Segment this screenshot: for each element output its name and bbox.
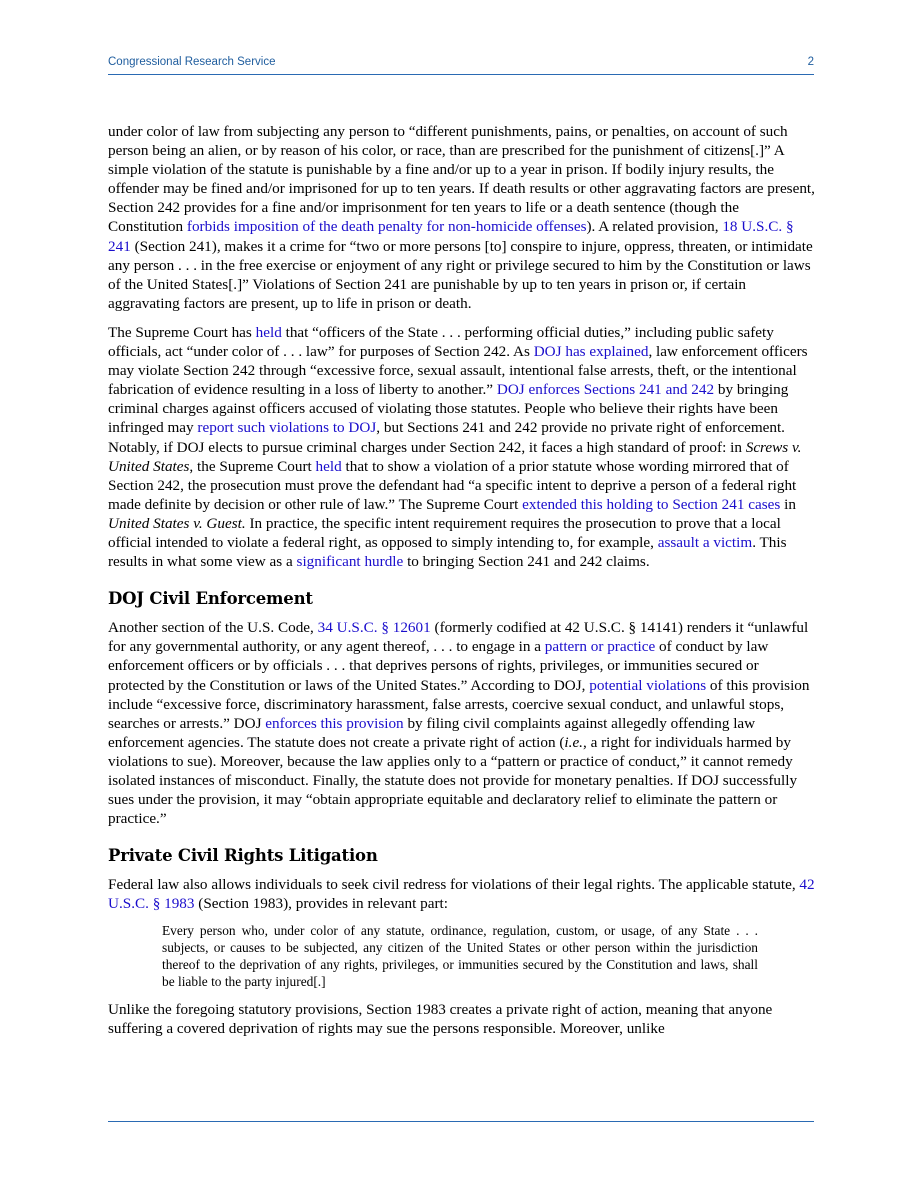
- case-screws: Screws v. United States: [108, 438, 802, 475]
- block-quote-section-1983: Every person who, under color of any statute, ordinance, regulation, custom, or usage, of any State . . . subjects, or causes to be subjected, any citizen of the United States or other person within the jurisdiction thereof to the deprivation of any rights, privileges, or immunities secured by the Constitution and laws, shall be liable to the party injured[.]: [162, 922, 758, 990]
- header-rule: [108, 74, 814, 75]
- body-content: [108, 122, 816, 1049]
- link-doj-enforces[interactable]: DOJ enforces Sections 241 and 242: [496, 381, 715, 399]
- link-enforces-provision[interactable]: enforces this provision: [265, 714, 404, 732]
- link-assault-victim[interactable]: assault a victim: [657, 533, 753, 551]
- case-guest: United States v. Guest.: [108, 514, 246, 532]
- link-held-2[interactable]: held: [315, 457, 342, 475]
- link-held-1[interactable]: held: [255, 323, 282, 341]
- link-18-usc-241[interactable]: 18 U.S.C. § 241: [108, 218, 794, 255]
- link-pattern-practice[interactable]: pattern or practice: [544, 638, 656, 656]
- link-extended-holding[interactable]: extended this holding to Section 241 cases: [522, 495, 781, 513]
- link-report-violations[interactable]: report such violations to DOJ: [197, 419, 377, 437]
- footer-rule: [108, 1121, 814, 1122]
- paragraph-section-242: under color of law from subjecting any person to “different punishments, pains, or penalties, on account of such person being an alien, or by reason of his color, or race, than are prescribed for the punishment of citizens[.]” A simple violation of the statute is punishable by a fine and/or up to a year in prison. If bodily injury results, the offender may be fined and/or imprisoned for up to ten years. If death results or other aggravating factors are present, Section 242 provides for a fine and/or imprisonment for ten years to life or a death sentence (though the Constitution forbids imposition of the death penalty for non-homicide offenses). A related provision, 18 U.S.C. § 241 (Section 241), makes it a crime for “two or more persons [to] conspire to injure, oppress, threaten, or intimidate any person . . . in the free exercise or enjoyment of any right or privilege secured to him by the Constitution or laws of the United States[.]” Violations of Section 241 are punishable by up to ten years in prison or, if certain aggravating factors are present, up to life in prison or death.: [108, 123, 815, 312]
- link-death-penalty[interactable]: forbids imposition of the death penalty for non-homicide offenses: [186, 218, 587, 236]
- paragraph-federal-law: Federal law also allows individuals to seek civil redress for violations of their legal rights. The applicable statute, 42 U.S.C. § 1983 (Section 1983), provides in relevant part:: [108, 876, 815, 913]
- header-org: Congressional Research Service: [108, 56, 276, 68]
- page-number: 2: [807, 56, 814, 68]
- paragraph-section-1983: Unlike the foregoing statutory provisions, Section 1983 creates a private right of action, meaning that anyone suffering a covered deprivation of rights may sue the persons responsible. Moreover, unlike: [108, 1001, 773, 1038]
- page-header: [108, 56, 814, 72]
- paragraph-civil-enforcement: Another section of the U.S. Code, 34 U.S.C. § 12601 (formerly codified at 42 U.S.C. § 14141) renders it “unlawful for any governmental authority, or any agent thereof, . . . to engage in a pattern or practice of conduct by law enforcement officers or by officials . . . that deprives persons of rights, privileges, or immunities secured or protected by the Constitution or laws of the United States.” According to DOJ, potential violations of this provision include “excessive force, discriminatory harassment, false arrests, coercive sexual conduct, and unlawful stops, searches or arrests.” DOJ enforces this provision by filing civil complaints against allegedly offending law enforcement agencies. The statute does not create a private right of action (i.e., a right for individuals harmed by violations to sue). Moreover, because the law applies only to a “pattern or practice of conduct,” it cannot remedy isolated instances of misconduct. Finally, the statute does not provide for monetary penalties. If DOJ successfully sues under the provision, it may “obtain appropriate equitable and declaratory relief to eliminate the pattern or practice.”: [108, 619, 810, 828]
- link-significant-hurdle[interactable]: significant hurdle: [296, 553, 404, 571]
- link-42-usc-1983[interactable]: 42 U.S.C. § 1983: [108, 876, 815, 913]
- paragraph-supreme-court: The Supreme Court has held that “officers of the State . . . performing official duties,” including public safety officials, act “under color of . . . law” for purposes of Section 242. As DOJ has explained, law enforcement officers may violate Section 242 through “excessive force, sexual assault, intentional false arrests, theft, or the intentional fabrication of evidence resulting in a loss of liberty to another.” DOJ enforces Sections 241 and 242 by bringing criminal charges against officers accused of violating those statutes. People who believe their rights have been infringed may report such violations to DOJ, but Sections 241 and 242 provide no private right of enforcement. Notably, if DOJ elects to pursue criminal charges under Section 242, it faces a high standard of proof: in Screws v. United States, the Supreme Court held that to show a violation of a prior statute whose wording mirrored that of Section 242, the prosecution must prove the defendant had “a specific intent to deprive a person of a federal right made definite by decision or other rule of law.” The Supreme Court extended this holding to Section 241 cases in United States v. Guest. In practice, the specific intent requirement requires the prosecution to prove that a local official intended to violate a federal right, as opposed to simply intending to, for example, assault a victim. This results in what some view as a significant hurdle to bringing Section 241 and 242 claims.: [108, 323, 808, 571]
- heading-doj-civil-enforcement: DOJ Civil Enforcement: [108, 589, 313, 609]
- link-34-usc-12601[interactable]: 34 U.S.C. § 12601: [317, 619, 431, 637]
- link-potential-violations[interactable]: potential violations: [589, 676, 707, 694]
- link-doj-explained[interactable]: DOJ has explained: [533, 343, 649, 361]
- heading-private-litigation: Private Civil Rights Litigation: [108, 846, 378, 866]
